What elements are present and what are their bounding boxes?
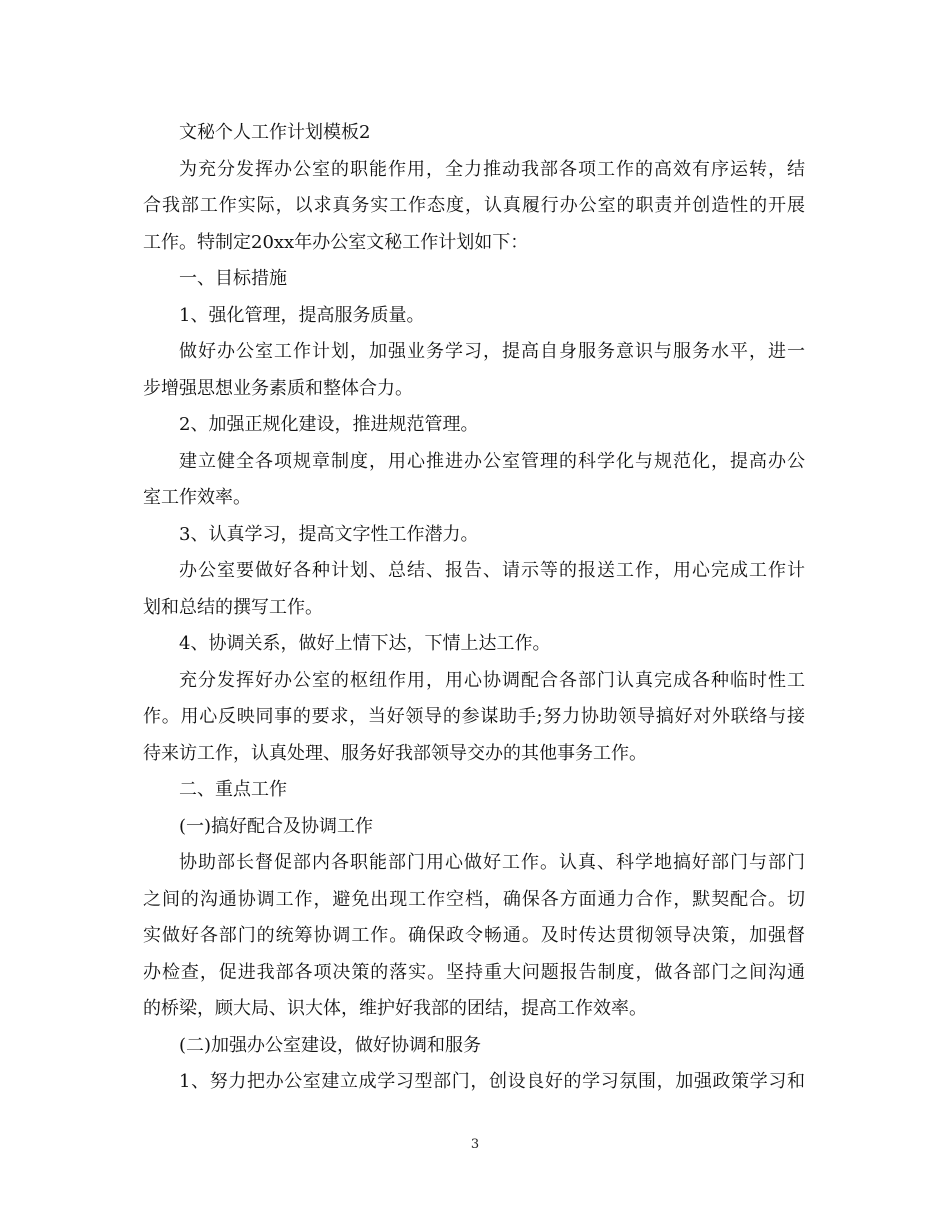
text-line: 待来访工作，认真处理、服务好我部领导交办的其他事务工作。 [143, 742, 647, 764]
text-line: 之间的沟通协调工作，避免出现工作空档，确保各方面通力合作，默契配合。切 [143, 888, 805, 910]
text-line: 做好办公室工作计划，加强业务学习，提高自身服务意识与服务水平，进一 [179, 341, 805, 362]
text-line: 工作。特制定20xx年办公室文秘工作计划如下： [143, 231, 529, 253]
text-line: 协助部长督促部内各职能部门用心做好工作。认真、科学地搞好部门与部门 [179, 852, 805, 873]
text-line: 作。用心反映同事的要求，当好领导的参谋助手;努力协助领导搞好对外联络与接 [143, 706, 805, 727]
text-line: 实做好各部门的统筹协调工作。确保政令畅通。及时传达贯彻领导决策，加强督 [143, 925, 805, 946]
text-line: 3、认真学习，提高文字性工作潜力。 [179, 523, 479, 545]
text-line: 4、协调关系，做好上情下达，下情上达工作。 [179, 633, 551, 654]
text-line: (二)加强办公室建设，做好协调和服务 [179, 1034, 482, 1056]
text-line: 一、目标措施 [179, 268, 287, 289]
text-line: 划和总结的撰写工作。 [143, 596, 323, 618]
text-line: 的桥梁，顾大局、识大体，维护好我部的团结，提高工作效率。 [143, 998, 647, 1019]
text-line: 合我部工作实际，以求真务实工作态度，认真履行办公室的职责并创造性的开展 [143, 195, 805, 216]
text-line: 建立健全各项规章制度，用心推进办公室管理的科学化与规范化，提高办公 [179, 450, 805, 472]
page-number: 3 [470, 1137, 480, 1152]
text-line: 步增强思想业务素质和整体合力。 [143, 377, 413, 399]
text-line: 室工作效率。 [143, 487, 251, 508]
text-line: 办检查，促进我部各项决策的落实。坚持重大问题报告制度，做各部门之间沟通 [143, 961, 805, 983]
text-line: 文秘个人工作计划模板2 [179, 122, 371, 143]
text-line: 2、加强正规化建设，推进规范管理。 [179, 414, 479, 435]
text-line: 1、努力把办公室建立成学习型部门，创设良好的学习氛围，加强政策学习和 [179, 1071, 805, 1092]
text-line: 充分发挥好办公室的枢纽作用，用心协调配合各部门认真完成各种临时性工 [179, 669, 805, 691]
text-line: 1、强化管理，提高服务质量。 [179, 304, 425, 326]
text-line: 办公室要做好各种计划、总结、报告、请示等的报送工作，用心完成工作计 [179, 560, 805, 581]
text-line: (一)搞好配合及协调工作 [179, 815, 374, 837]
document-body [143, 115, 805, 1101]
text-line: 二、重点工作 [179, 779, 287, 800]
text-line: 为充分发挥办公室的职能作用，全力推动我部各项工作的高效有序运转，结 [179, 158, 805, 180]
